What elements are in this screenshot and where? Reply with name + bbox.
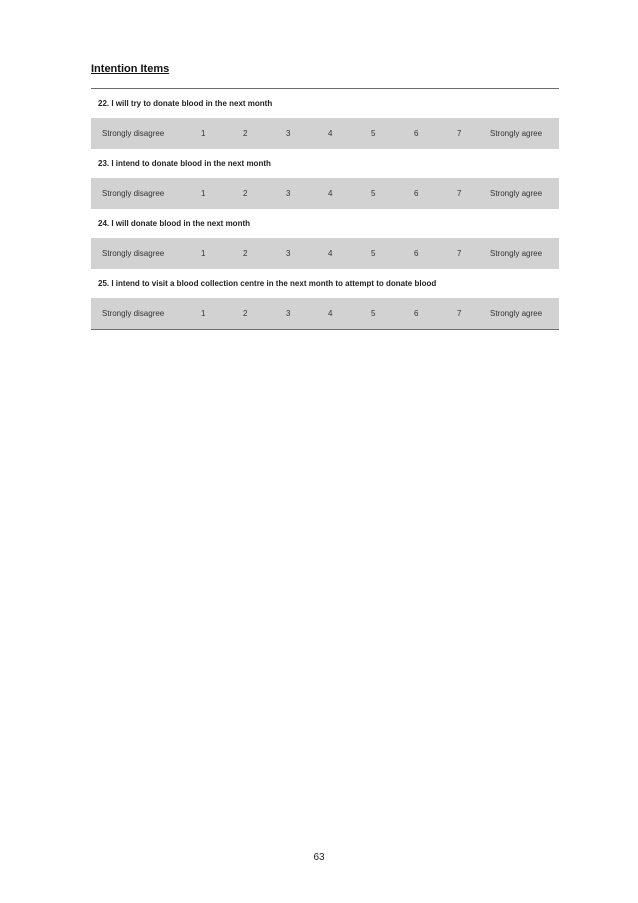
- item-25-question: 25. I intend to visit a blood collection centre in the next month to attempt to donate blood: [91, 269, 559, 298]
- scale-low-label: Strongly disagree: [102, 309, 165, 318]
- scale-point-4: 4: [328, 249, 333, 258]
- scale-point-5: 5: [371, 189, 376, 198]
- item-23-question: 23. I intend to donate blood in the next month: [91, 149, 559, 178]
- scale-point-5: 5: [371, 249, 376, 258]
- scale-point-5: 5: [371, 129, 376, 138]
- item-22-question: 22. I will try to donate blood in the next month: [91, 89, 559, 118]
- scale-low-label: Strongly disagree: [102, 189, 165, 198]
- scale-point-7: 7: [457, 189, 462, 198]
- item-22-scale: [91, 118, 559, 149]
- scale-point-3: 3: [286, 249, 291, 258]
- item-25-scale: [91, 298, 559, 329]
- scale-point-5: 5: [371, 309, 376, 318]
- scale-point-3: 3: [286, 189, 291, 198]
- scale-point-2: 2: [243, 129, 248, 138]
- page-number: 63: [313, 852, 325, 863]
- scale-high-label: Strongly agree: [490, 189, 543, 198]
- scale-point-4: 4: [328, 189, 333, 198]
- scale-point-6: 6: [414, 309, 419, 318]
- scale-high-label: Strongly agree: [490, 129, 543, 138]
- scale-point-4: 4: [328, 129, 333, 138]
- scale-point-6: 6: [414, 249, 419, 258]
- scale-point-1: 1: [201, 309, 206, 318]
- scale-low-label: Strongly disagree: [102, 249, 165, 258]
- scale-point-6: 6: [414, 189, 419, 198]
- scale-point-7: 7: [457, 129, 462, 138]
- item-24-question: 24. I will donate blood in the next month: [91, 209, 559, 238]
- scale-point-2: 2: [243, 249, 248, 258]
- scale-point-1: 1: [201, 189, 206, 198]
- section-title: Intention Items: [91, 63, 170, 75]
- scale-point-4: 4: [328, 309, 333, 318]
- scale-point-7: 7: [457, 309, 462, 318]
- scale-high-label: Strongly agree: [490, 309, 543, 318]
- intention-items-table: [91, 88, 559, 330]
- scale-point-7: 7: [457, 249, 462, 258]
- scale-point-3: 3: [286, 129, 291, 138]
- scale-point-6: 6: [414, 129, 419, 138]
- scale-point-1: 1: [201, 129, 206, 138]
- scale-point-2: 2: [243, 309, 248, 318]
- scale-low-label: Strongly disagree: [102, 129, 165, 138]
- item-23-scale: [91, 178, 559, 209]
- scale-point-2: 2: [243, 189, 248, 198]
- scale-high-label: Strongly agree: [490, 249, 543, 258]
- scale-point-1: 1: [201, 249, 206, 258]
- item-24-scale: [91, 238, 559, 269]
- scale-point-3: 3: [286, 309, 291, 318]
